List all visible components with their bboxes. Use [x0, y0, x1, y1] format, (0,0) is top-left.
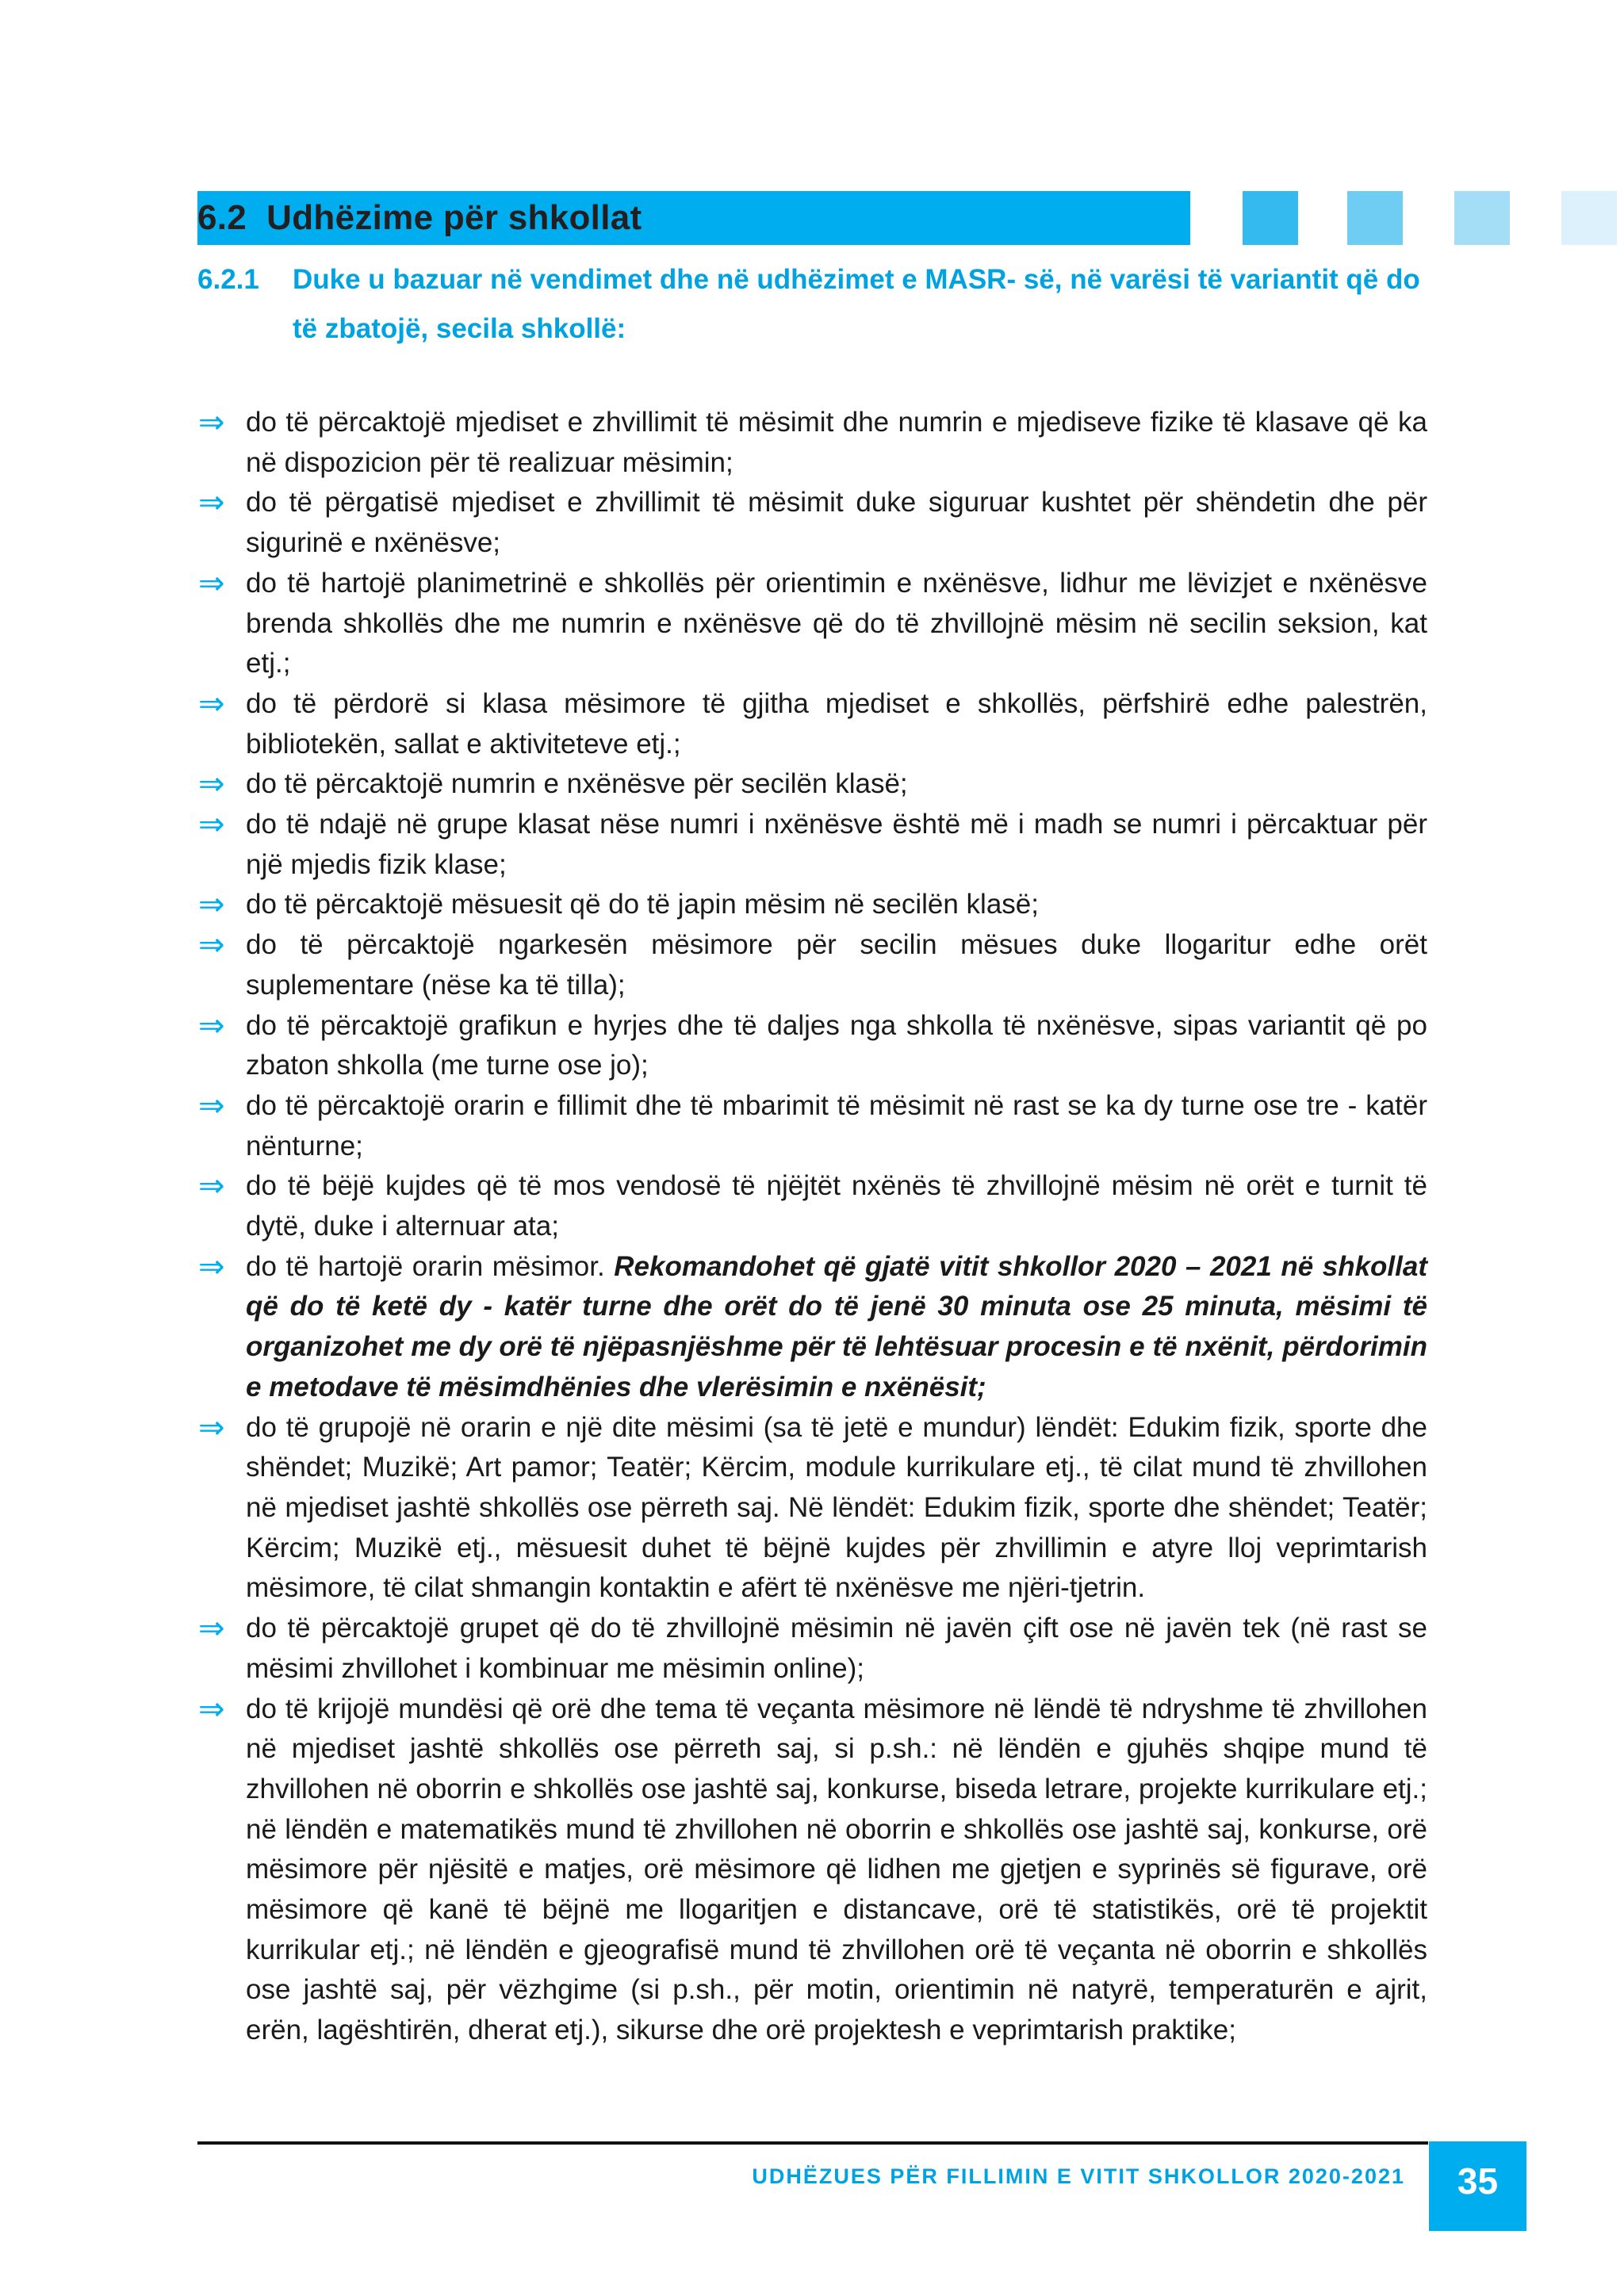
footer-rule: [197, 2141, 1428, 2145]
list-item: [198, 1408, 1427, 1609]
double-arrow-right-icon: ⇒: [198, 1611, 225, 1647]
double-arrow-right-icon: ⇒: [198, 1169, 225, 1204]
subsection-title: Duke u bazuar në vendimet dhe në udhëzimet e MASR- së, në varësi të variantit që do të zbatojë, secila shkollë:: [293, 264, 1420, 344]
double-arrow-right-icon: ⇒: [198, 1008, 225, 1043]
decor-square-4: [1561, 191, 1617, 245]
decor-square-1: [1243, 191, 1298, 245]
subsection-number: 6.2.1: [197, 264, 259, 295]
page-number: 35: [1429, 2141, 1526, 2231]
section-title-text: Udhëzime për shkollat: [266, 198, 642, 237]
double-arrow-right-icon: ⇒: [198, 887, 225, 923]
subsection-heading: [197, 255, 1434, 354]
double-arrow-right-icon: ⇒: [198, 928, 225, 963]
list-item-text: do të përcaktojë numrin e nxënësve për secilën klasë;: [246, 768, 908, 800]
double-arrow-right-icon: ⇒: [198, 807, 225, 843]
list-item-emphasis: Rekomandohet që gjatë vitit shkollor 2020 – 2021 në shkollat që do të ketë dy - katër turne dhe orët do të jenë 30 minuta ose 25 minuta, mësimi të organizohet me dy orë të njëpasnjëshme për të lehtësuar procesin e të nxënit, përdorimin e metodave të mësimdhënies dhe vlerësimin e nxënësit;: [246, 1250, 1427, 1402]
list-item-text: do të grupojë në orarin e një dite mësimi (sa të jetë e mundur) lëndët: Edukim fizik, sporte dhe shëndet; Muzikë; Art pamor; Teatër; Kërcim, module kurrikulare etj., të cilat mund të zhvillohen në mjediset jashtë shkollës ose përreth saj. Në lëndët: Edukim fizik, sporte dhe shëndet; Teatër; Kërcim; Muzikë etj., mësuesit duhet të bëjnë kujdes për zhvillimin e atyre lloj veprimtarish mësimore, të cilat shmangin kontaktin e afërt të nxënësve me njëri-tjetrin.: [246, 1411, 1427, 1604]
double-arrow-right-icon: ⇒: [198, 767, 225, 802]
list-item: [198, 885, 1427, 925]
list-item-text: do të përdorë si klasa mësimore të gjitha mjediset e shkollës, përfshirë edhe palestrën, bibliotekën, sallat e aktiviteteve etj.;: [246, 687, 1427, 760]
list-item-text: do të hartojë planimetrinë e shkollës për orientimin e nxënësve, lidhur me lëvizjet e nxënësve brenda shkollës dhe me numrin e nxënësve që do të zhvillojnë mësim në secilin seksion, kat etj.;: [246, 567, 1427, 679]
list-item-text: do të krijojë mundësi që orë dhe tema të veçanta mësimore në lëndë të ndryshme të zhvillohen në mjediset jashtë shkollës ose përreth saj, si p.sh.: në lëndën e gjuhës shqipe mund të zhvillohen në oborrin e shkollës ose jashtë saj, konkurse, biseda letrare, projekte kurrikulare etj.; në lëndën e matematikës mund të zhvillohen në oborrin e shkollës ose jashtë saj, konkurse, orë mësimore për njësitë e matjes, orë mësimore që lidhen me gjetjen e syprinës së figurave, orë mësimore që kanë të bëjnë me llogaritjen e distancave, orë të statistikës, orë të projektit kurrikular etj.; në lëndën e gjeografisë mund të zhvillohen orë të veçanta në oborrin e shkollës ose jashtë saj, për vëzhgime (si p.sh., për motin, orientimin në natyrë, temperaturën e ajrit, erën, lagështirën, dherat etj.), sikurse dhe orë projektesh e veprimtarish praktike;: [246, 1693, 1427, 2046]
list-item-text: do të përgatisë mjediset e zhvillimit të mësimit duke siguruar kushtet për shëndetin dhe për sigurinë e nxënësve;: [246, 487, 1427, 559]
list-item: [198, 805, 1427, 885]
list-item: [198, 483, 1427, 563]
list-item: [198, 684, 1427, 764]
decor-square-3: [1454, 191, 1510, 245]
list-item: [198, 564, 1427, 684]
decor-square-2: [1347, 191, 1403, 245]
list-item: [198, 403, 1427, 483]
list-item-text: do të përcaktojë grafikun e hyrjes dhe të daljes nga shkolla të nxënësve, sipas variantit që po zbaton shkolla (me turne ose jo);: [246, 1009, 1427, 1081]
list-item: [198, 925, 1427, 1005]
list-item: [198, 1086, 1427, 1166]
list-item: [198, 1689, 1427, 2051]
section-title: [197, 191, 642, 245]
list-item-text: do të përcaktojë grupet që do të zhvillojnë mësimin në javën çift ose në javën tek (në rast se mësimi zhvillohet i kombinuar me mësimin online);: [246, 1613, 1427, 1684]
list-item: [198, 1166, 1427, 1246]
footer-title: UDHËZUES PËR FILLIMIN E VITIT SHKOLLOR 2020-2021: [752, 2164, 1405, 2188]
list-item-text: do të përcaktojë orarin e fillimit dhe të mbarimit të mësimit në rast se ka dy turne ose tre - katër nënturne;: [246, 1089, 1427, 1161]
list-item-text: do të hartojë orarin mësimor.: [246, 1250, 615, 1282]
instructions-list: [198, 403, 1427, 2051]
list-item-text: do të përcaktojë mjediset e zhvillimit të mësimit dhe numrin e mjediseve fizike të klasave që ka në dispozicion për të realizuar mësimin;: [246, 407, 1427, 478]
list-item: [198, 764, 1427, 805]
list-item-text: do të ndajë në grupe klasat nëse numri i nxënësve është më i madh se numri i përcaktuar për një mjedis fizik klase;: [246, 809, 1427, 880]
list-item-text: do të përcaktojë mësuesit që do të japin mësim në secilën klasë;: [246, 889, 1039, 920]
list-item-text: do të bëjë kujdes që të mos vendosë të njëjtët nxënës të zhvillojnë mësim në orët e turnit të dytë, duke i alternuar ata;: [246, 1170, 1427, 1242]
list-item-text: do të përcaktojë ngarkesën mësimore për secilin mësues duke llogaritur edhe orët suplementare (nëse ka të tilla);: [246, 929, 1427, 1001]
double-arrow-right-icon: ⇒: [198, 485, 225, 521]
double-arrow-right-icon: ⇒: [198, 565, 225, 601]
double-arrow-right-icon: ⇒: [198, 1691, 225, 1727]
section-number: 6.2: [197, 198, 247, 237]
double-arrow-right-icon: ⇒: [198, 1249, 225, 1284]
list-item: [198, 1006, 1427, 1086]
list-item: [198, 1609, 1427, 1689]
double-arrow-right-icon: ⇒: [198, 1410, 225, 1445]
double-arrow-right-icon: ⇒: [198, 1088, 225, 1123]
list-item: [198, 1247, 1427, 1408]
double-arrow-right-icon: ⇒: [198, 405, 225, 440]
double-arrow-right-icon: ⇒: [198, 686, 225, 721]
